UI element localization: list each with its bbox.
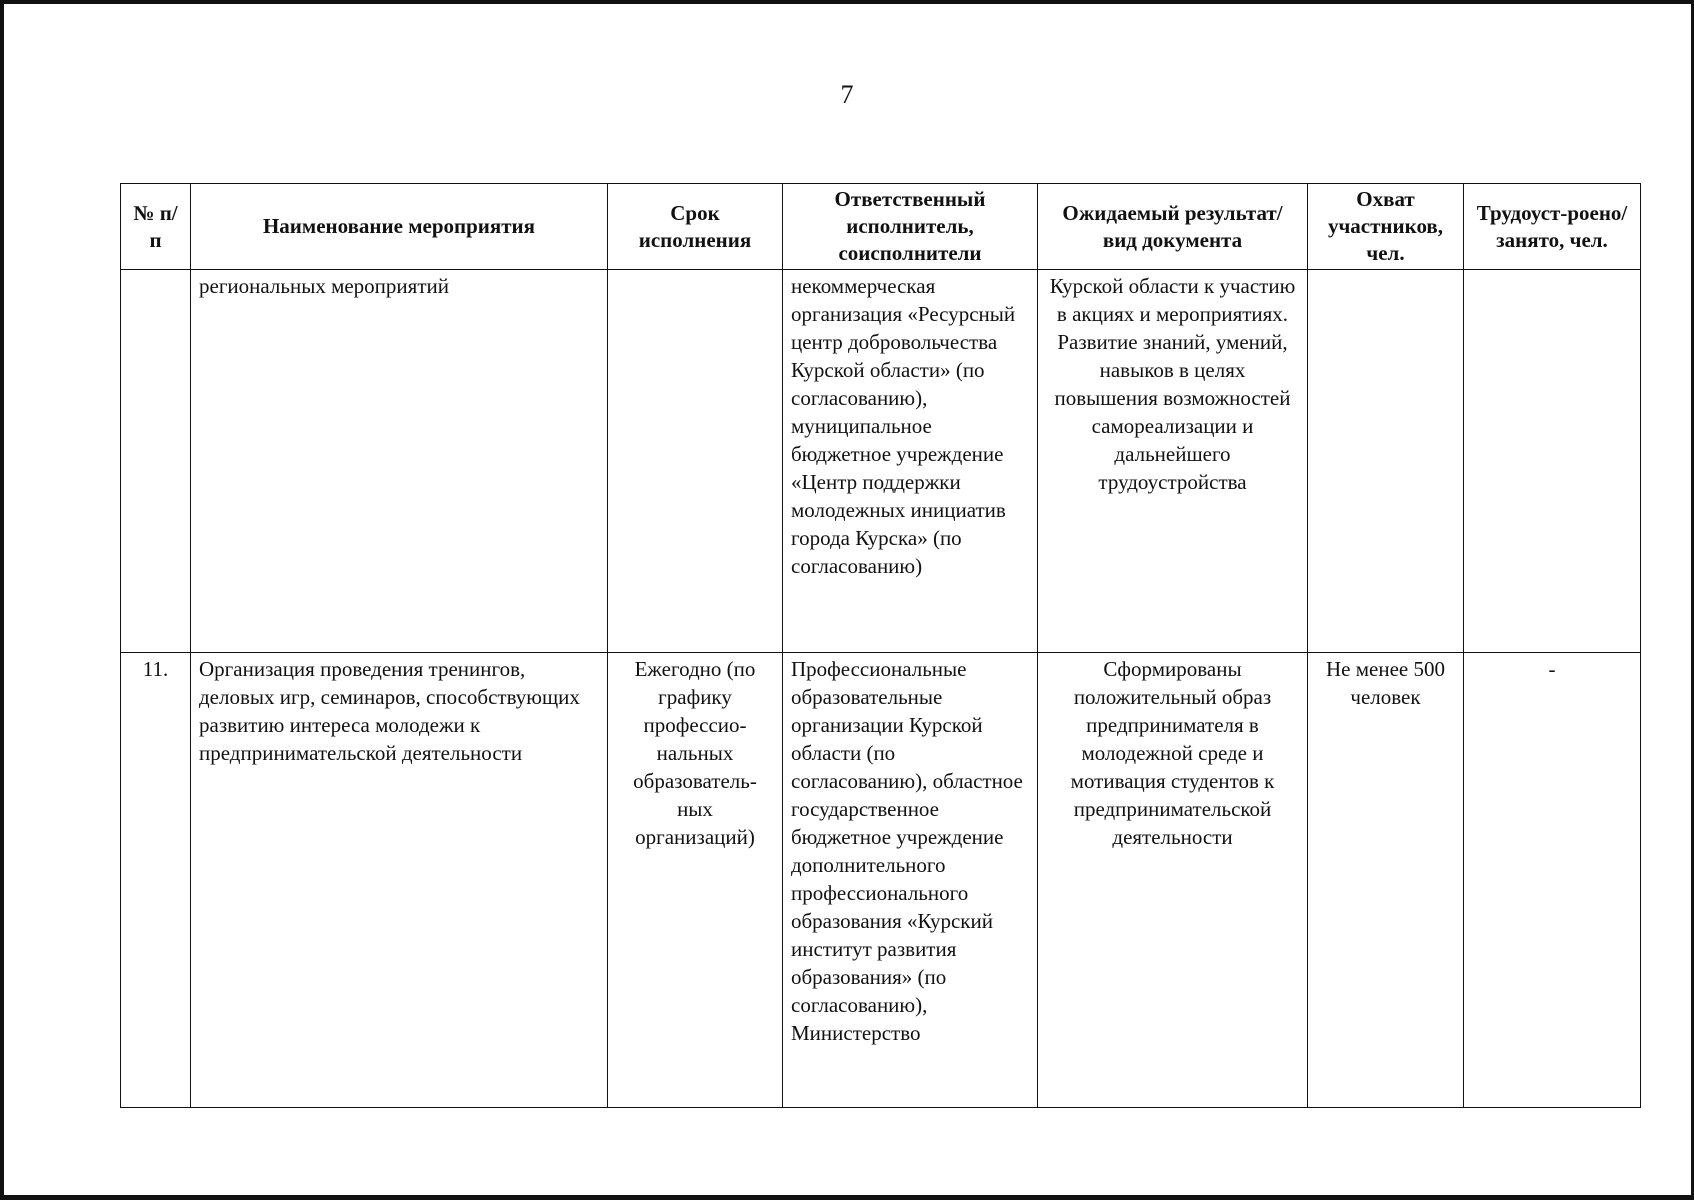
cell-result: Сформированы положительный образ предпринимателя в молодежной среде и мотивация студентов к предпринимательской деятельности [1038, 653, 1308, 1108]
cell-coverage: Не менее 500 человек [1308, 653, 1464, 1108]
cell-executor: некоммерческая организация «Ресурсный центр добровольчества Курской области» (по согласованию), муниципальное бюджетное учреждение «Центр поддержки молодежных инициатив города Курска» (по согласованию) [783, 270, 1038, 653]
header-employed: Трудоуст-роено/занято, чел. [1464, 184, 1641, 270]
page-number: 7 [840, 80, 854, 109]
header-name: Наименование мероприятия [191, 184, 608, 270]
cell-executor: Профессиональные образовательные организации Курской области (по согласованию), областное государственное бюджетное учреждение дополнительного профессионального образования «Курский институт развития образования» (по согласованию), Министерство [783, 653, 1038, 1108]
cell-num: 11. [121, 653, 191, 1108]
table-row [121, 270, 1641, 653]
cell-coverage [1308, 270, 1464, 653]
cell-term [608, 270, 783, 653]
header-result: Ожидаемый результат/вид документа [1038, 184, 1308, 270]
cell-employed: - [1464, 653, 1641, 1108]
cell-name: Организация проведения тренингов, деловых игр, семинаров, способствующих развитию интереса молодежи к предпринимательской деятельности [191, 653, 608, 1108]
cell-result: Курской области к участию в акциях и мероприятиях. Развитие знаний, умений, навыков в целях повышения возможностей самореализации и дальнейшего трудоустройства [1038, 270, 1308, 653]
cell-num [121, 270, 191, 653]
header-term: Срок исполнения [608, 184, 783, 270]
table-header-row [121, 184, 1641, 270]
cell-name: региональных мероприятий [191, 270, 608, 653]
cell-term: Ежегодно (по графику профессио-нальных образователь-ных организаций) [608, 653, 783, 1108]
header-num: № п/п [121, 184, 191, 270]
header-coverage: Охват участников, чел. [1308, 184, 1464, 270]
header-executor: Ответственный исполнитель, соисполнители [783, 184, 1038, 270]
table-row [121, 653, 1641, 1108]
cell-employed [1464, 270, 1641, 653]
events-table [120, 183, 1641, 1108]
